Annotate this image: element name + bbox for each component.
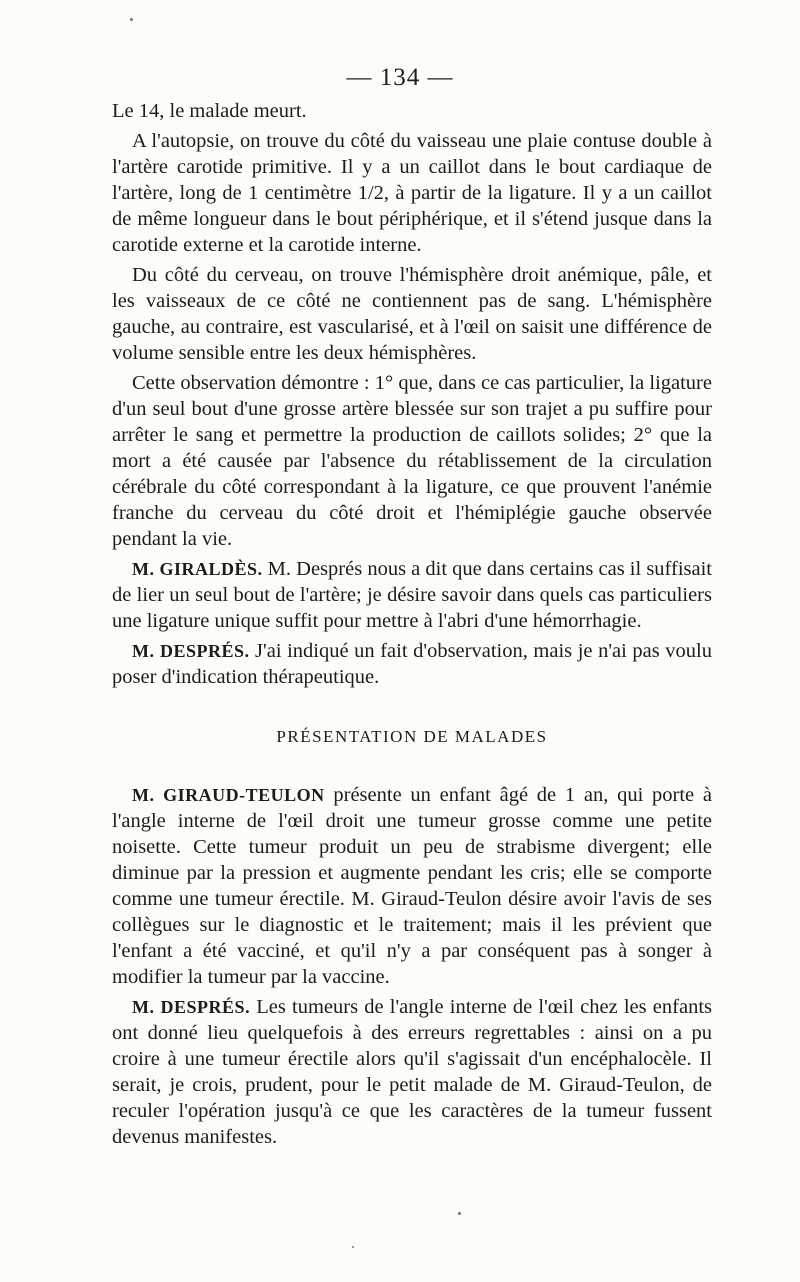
speaker-name: M. GIRAUD-TEULON bbox=[132, 785, 325, 805]
body-text bbox=[112, 98, 712, 1154]
speaker-name: M. DESPRÉS. bbox=[132, 997, 251, 1017]
speech-text: Les tumeurs de l'angle interne de l'œil chez les enfants ont donné lieu quelquefois à des erreurs regrettables : ainsi on a pu croire à une tumeur érectile alors qu'il s'agissait d'un encéphalocèle. Il serait, je crois, prudent, pour le petit malade de M. Giraud-Teulon, de reculer l'opération jusqu'à ce que les caractères de la tumeur fussent devenus manifestes. bbox=[112, 996, 713, 1148]
speaker-paragraph bbox=[112, 782, 712, 990]
paragraph: Du côté du cerveau, on trouve l'hémisphère droit anémique, pâle, et les vaisseaux de ce côté ne contiennent pas de sang. L'hémisphère gauche, au contraire, est vascularisé, et à l'œil on saisit une différence de volume sensible entre les deux hémisphères. bbox=[112, 264, 712, 364]
speech-text: J'ai indiqué un fait d'observation, mais je n'ai pas voulu poser d'indication thérapeutique. bbox=[112, 640, 712, 688]
speaker-name: M. DESPRÉS. bbox=[132, 641, 250, 661]
speech-text: présente un enfant âgé de 1 an, qui porte à l'angle interne de l'œil droit une tumeur grosse comme une petite noisette. Cette tumeur produit un peu de strabisme divergent; elle diminue par la pression et augmente pendant les cris; elle se comporte comme une tumeur érectile. M. Giraud-Teulon désire avoir l'avis de ses collègues sur le diagnostic et le traitement; mais il les prévient que l'enfant a été vacciné, et qu'il n'y a par conséquent pas à songer à modifier la tumeur par la vaccine. bbox=[112, 784, 712, 988]
paper-speck bbox=[352, 1246, 354, 1248]
speech-text: M. Després nous a dit que dans certains cas il suffisait de lier un seul bout de l'artère; je désire savoir dans quels cas particuliers une ligature unique suffit pour mettre à l'abri d'une hémorrhagie. bbox=[112, 558, 713, 632]
paper-speck bbox=[130, 18, 133, 21]
paper-speck bbox=[458, 1212, 461, 1215]
paragraph: A l'autopsie, on trouve du côté du vaisseau une plaie contuse double à l'artère carotide primitive. Il y a un caillot dans le bout cardiaque de l'artère, long de 1 centimètre 1/2, à partir de la ligature. Il y a un caillot de même longueur dans le bout périphérique, et il s'étend jusque dans la carotide externe et la carotide interne. bbox=[112, 130, 712, 256]
section-heading: PRÉSENTATION DE MALADES bbox=[276, 727, 548, 746]
speaker-name: M. GIRALDÈS. bbox=[132, 559, 263, 579]
paragraph: Le 14, le malade meurt. bbox=[112, 100, 307, 122]
speaker-paragraph bbox=[112, 638, 712, 690]
paragraph: Cette observation démontre : 1° que, dans ce cas particulier, la ligature d'un seul bout d'une grosse artère blessée sur son trajet a pu suffire pour arrêter le sang et permettre la production de caillots solides; 2° que la mort a été causée par l'absence du rétablissement de la circulation cérébrale du côté correspondant à la ligature, ce que prouvent l'anémie franche du cerveau du côté droit et l'hémiplégie gauche observée pendant la vie. bbox=[112, 372, 712, 550]
speaker-paragraph bbox=[112, 994, 712, 1150]
speaker-paragraph bbox=[112, 556, 712, 634]
page-number: — 134 — bbox=[346, 64, 454, 91]
